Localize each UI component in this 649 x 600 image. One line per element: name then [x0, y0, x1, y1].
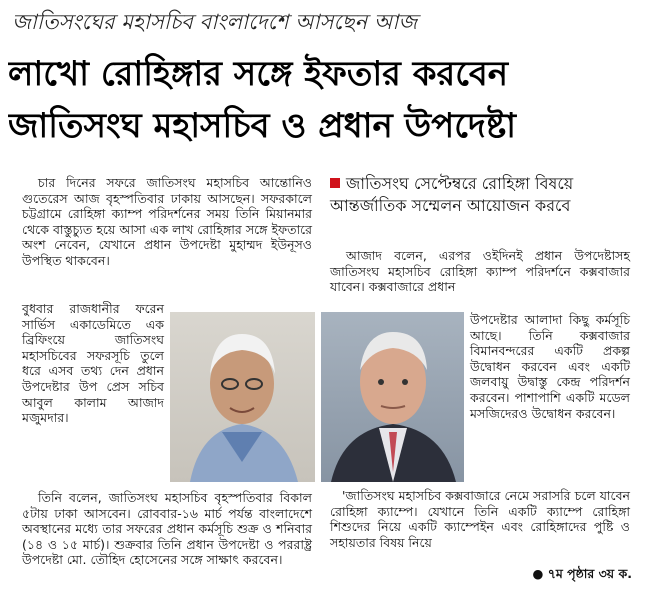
- guterres-illustration: [321, 312, 464, 482]
- headline-line-1: লাখো রোহিঙ্গার সঙ্গে ইফতার করবেন: [8, 54, 509, 94]
- left-column-intro: [22, 175, 312, 269]
- headline-line-2: জাতিসংঘ মহাসচিব ও প্রধান উপদেষ্টা: [8, 106, 516, 146]
- yunus-photo: [170, 312, 315, 482]
- right-column-top: [330, 248, 630, 295]
- left-wrap-paragraph: বুধবার রাজধানীর ফরেন সার্ভিস একাডেমিতে এক ব্রিফিংয়ে জাতিসংঘ মহাসচিবের সফরসূচি তুলে ধরে এসব তথ্য দেন প্রধান উপদেষ্টার উপ প্রেস সচিব আবুল কালাম আজাদ মজুমদার।: [22, 301, 164, 426]
- continued-on-page[interactable]: ● ৭ম পৃষ্ঠার ৩য় ক.: [532, 566, 632, 581]
- kicker: জাতিসংঘের মহাসচিব বাংলাদেশে আসছেন আজ: [12, 10, 418, 34]
- red-square-bullet-icon: [330, 178, 340, 188]
- yunus-illustration: [170, 312, 315, 482]
- right-paragraph-2: 'জাতিসংঘ মহাসচিব কক্সবাজারে নেমে সরাসরি চলে যাবেন রোহিঙ্গা ক্যাম্পে। যেখানে তিনি একটি ক্যাম্পে রোহিঙ্গা শিশুদের নিয়ে একটি ক্যাম্পেইন এবং রোহিঙ্গাদের পুষ্টি ও সহায়তার বিষয় নিয়ে: [330, 488, 630, 550]
- subheadline-text: জাতিসংঘ সেপ্টেম্বরে রোহিঙ্গা বিষয়ে আন্তর্জাতিক সম্মেলন আয়োজন করবে: [330, 174, 574, 215]
- left-paragraph-1: চার দিনের সফরে জাতিসংঘ মহাসচিব আন্তোনিও গুতেরেস আজ বৃহস্পতিবার ঢাকায় আসছেন। সফরকালে চট্টগ্রামে রোহিঙ্গা ক্যাম্প পরিদর্শনের সময় তিনি মিয়ানমার থেকে বাস্তুচ্যুত হয়ে আসা এক লাখ রোহিঙ্গার সঙ্গে ইফতারে অংশ নেবেন, যেখানে প্রধান উপদেষ্টা মুহাম্মদ ইউনূসও উপস্থিত থাকবেন।: [22, 175, 312, 268]
- left-paragraph-2: তিনি বলেন, জাতিসংঘ মহাসচিব বৃহস্পতিবার বিকাল ৫টায় ঢাকা আসবেন। রোববার-১৬ মার্চ পর্যন্ত বাংলাদেশে অবস্থানের মধ্যে তার সফরের প্রধান কর্মসূচি শুক্র ও শনিবার (১৪ ও ১৫ মার্চ)। শুক্রবার তিনি প্রধান উপদেষ্টা ও পররাষ্ট্র উপদেষ্টা মো. তৌহিদ হোসেনের সঙ্গে সাক্ষাৎ করবেন।: [22, 490, 312, 568]
- left-column-bottom: [22, 490, 312, 568]
- right-column-bottom: [330, 488, 630, 550]
- right-paragraph-1: আজাদ বলেন, এরপর ওইদিনই প্রধান উপদেষ্টাসহ জাতিসংঘ মহাসচিব রোহিঙ্গা ক্যাম্প পরিদর্শনে কক্সবাজার যাবেন। কক্সবাজারে প্রধান: [330, 248, 630, 295]
- right-wrap-paragraph: উপদেষ্টার আলাদা কিছু কর্মসূচি আছে। তিনি কক্সবাজার বিমানবন্দরের একটি প্রকল্প উদ্বোধন করবেন এবং একটি জলবায়ু উদ্বাস্তু কেন্দ্র পরিদর্শন করবেন। পাশাপাশি একটি মডেল মসজিদেরও উদ্বোধন করবেন।: [470, 312, 630, 421]
- guterres-photo: [321, 312, 464, 482]
- subheadline: [330, 173, 630, 217]
